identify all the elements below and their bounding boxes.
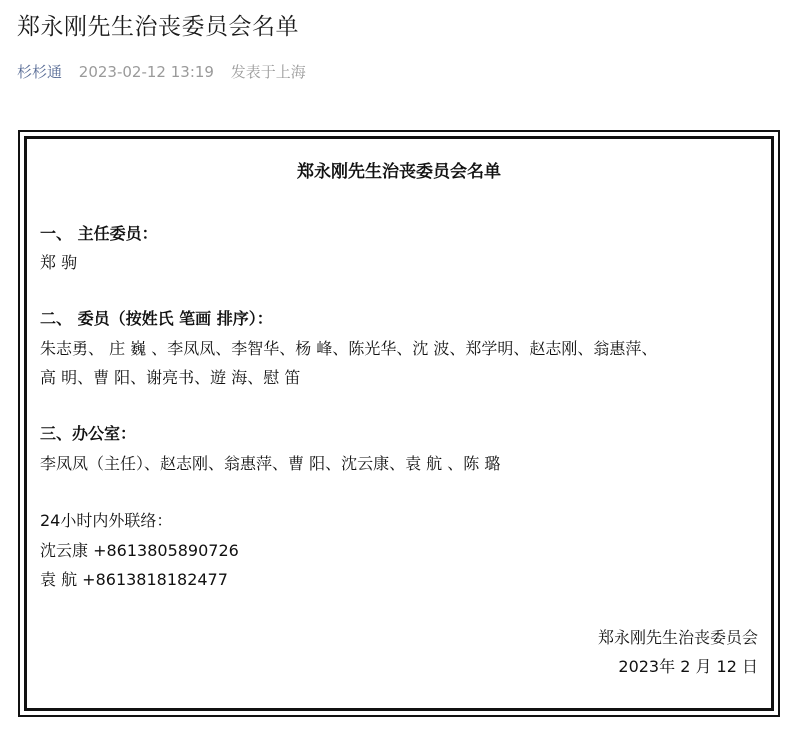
signature-org: 郑永刚先生治丧委员会 [597,628,758,647]
section2-members-line2: 高 明、曹 阳、谢亮书、遊 海、慰 笛 [40,368,301,387]
section1-members: 郑 驹 [40,253,78,272]
document-inner-border [24,136,774,711]
publish-location: 发表于上海 [230,63,306,81]
signature-date: 2023年 2 月 12 日 [618,657,758,676]
document-image-frame [18,130,780,717]
section3-members: 李凤凤（主任）、赵志刚、翁惠萍、曹 阳、沈云康、袁 航 、陈 璐 [40,454,501,473]
contact-heading: 24小时内外联络： [40,511,173,530]
document-title: 郑永刚先生治丧委员会名单 [297,162,501,182]
publish-datetime: 2023-02-12 13:19 [78,63,214,81]
article-title: 郑永刚先生治丧委员会名单 [17,14,299,40]
contact-line-1: 沈云康 +8613805890726 [40,541,239,560]
section1-heading: 一、 主任委员： [40,224,158,243]
section3-heading: 三、办公室： [40,424,137,443]
article-meta [17,61,306,82]
section2-heading: 二、 委员（按姓氏 笔画 排序）： [40,309,273,328]
contact-line-2: 袁 航 +8613818182477 [40,570,228,589]
section2-members-line1: 朱志勇、 庄 巍 、李凤凤、李智华、杨 峰、陈光华、沈 波、郑学明、赵志刚、翁惠萍、 [40,339,658,358]
author-link[interactable]: 杉杉通 [17,63,63,81]
